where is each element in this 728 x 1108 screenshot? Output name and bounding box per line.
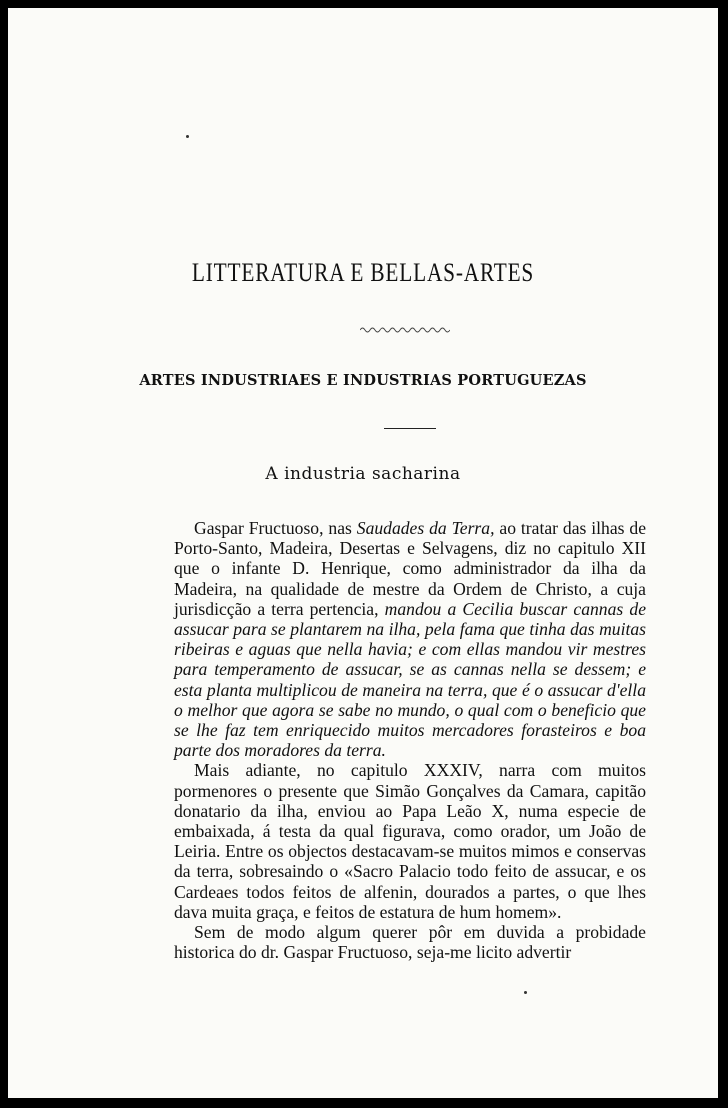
- speck: [186, 135, 189, 138]
- section-title: ARTES INDUSTRIAES E INDUSTRIAS PORTUGUEZAS: [139, 372, 587, 389]
- speck: [524, 991, 527, 994]
- text-run: Mais adiante, no capitulo XXXIV, narra com muitos pormenores o presente que Simão Gonçalves da Camara, capitão donatario da ilha, enviou ao Papa Leão X, numa especie de embaixada, á testa da qual figurava, como orador, um João de Leiria. Entre os objectos destacavam-se muitos mimos e conservas da terra, sobresaindo o «Sacro Palacio todo feito de assucar, e os Cardeaes todos feitos de alfenin, dourados a partes, o que lhes dava muita graça, e feitos de estatura de hum homem».: [174, 760, 646, 922]
- italic-run: mandou a Cecilia buscar cannas de assucar para se plantarem na ilha, pela fama que tinha das muitas ribeiras e aguas que nella havia; e com ellas mandou vir mestres para temperamento de assucar, se as cannas nella se dessem; e esta planta multiplicou de maneira na terra, que é o assucar d'ella o melhor que agora se sabe no mundo, o qual com o beneficio que se lhe faz tem enriquecido muitos mercadores forasteiros e boa parte dos moradores da terra.: [174, 598, 646, 761]
- text-run: ao tratar das ilhas de Porto-Santo, Madeira, Desertas e Selvagens, diz no capitulo XII que o infante D. Henrique, como administrador da ilha da Madeira, na qualidade de mestre da Ordem de Christo, a cuja jurisdicção a terra pertencia,: [174, 518, 647, 619]
- italic-run: Saudades da Terra,: [356, 518, 495, 538]
- document-page: [8, 8, 718, 1098]
- page-heading: LITTERATURA E BELLAS-ARTES: [191, 258, 535, 287]
- text-run: Sem de modo algum querer pôr em duvida a probidade historica do dr. Gaspar Fructuoso, seja-me licito advertir: [174, 922, 646, 963]
- body-paragraph: [174, 922, 646, 962]
- body-paragraph: [174, 518, 646, 760]
- article-subheading: A industria sacharina: [265, 464, 461, 484]
- divider: [384, 428, 436, 429]
- wavy-ornament: [360, 326, 450, 334]
- article-body: [174, 518, 646, 962]
- body-paragraph: [174, 760, 646, 922]
- text-run: Gaspar Fructuoso, nas: [194, 518, 357, 538]
